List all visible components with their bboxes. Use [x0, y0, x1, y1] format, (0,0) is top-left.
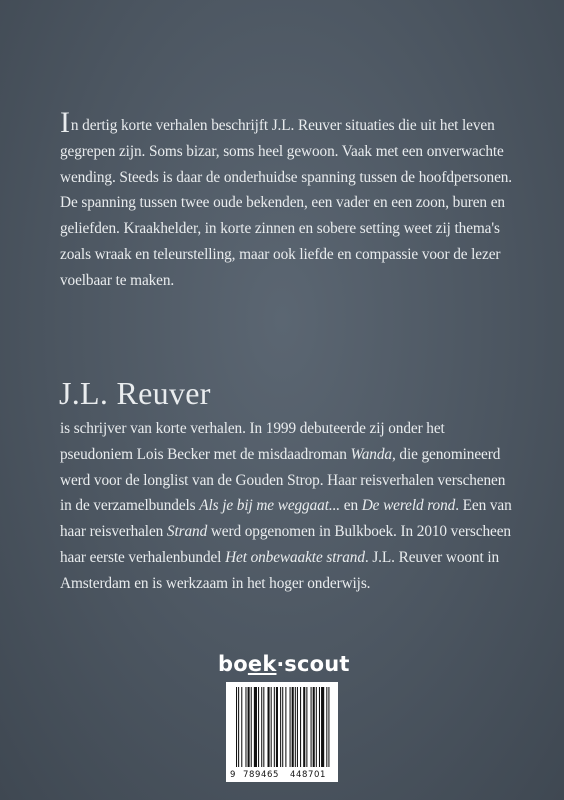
- barcode-bar: [254, 687, 257, 767]
- isbn-barcode: [226, 682, 338, 782]
- barcode-bar: [300, 687, 301, 767]
- barcode-bar: [311, 687, 312, 767]
- logo-dot: ·: [276, 652, 285, 676]
- barcode-bar: [326, 687, 327, 767]
- blurb-text: n dertig korte verhalen beschrijft J.L. Reuver situaties die uit het leven gegrepen zijn. Soms bizar, soms heel gewoon. Vaak met een onverwachte wending. Steeds is daar de onderhuidse spanning tussen de hoofdpersonen. De spanning tussen twee oude bekenden, een vader en een zoon, buren en geliefden. Kraakhelder, in korte zinnen en sobere setting weet zij thema's zoals wraak en teleurstelling, maar ook liefde en compassie voor de lezer voelbaar te maken.: [60, 117, 513, 289]
- logo-text-ek: ek: [247, 652, 277, 676]
- author-bio: [60, 416, 520, 597]
- barcode-digit-first: 9: [230, 770, 237, 780]
- barcode-bar: [271, 687, 272, 767]
- bio-text-5: werd opgenomen in Bulkboek. In 2010 verscheen haar eerste verhalenbundel: [60, 523, 511, 566]
- barcode-bar: [261, 687, 262, 767]
- barcode-bar: [303, 687, 305, 767]
- logo-text-scout: scout: [284, 652, 350, 676]
- bio-title-het-onbewaakte-strand: Het onbewaakte strand: [225, 548, 365, 566]
- barcode-bar: [258, 687, 259, 767]
- barcode-bar: [282, 687, 283, 767]
- barcode-bar: [248, 687, 250, 767]
- barcode-bars: [226, 682, 338, 782]
- barcode-bar: [306, 687, 307, 767]
- bio-text-2: , die genomineerd werd voor de longlist van de Gouden Strop. Haar reisverhalen verschenen in de verzamelbundels: [60, 445, 506, 515]
- drop-cap: I: [60, 106, 70, 139]
- barcode-bar: [328, 687, 329, 767]
- barcode-bar: [274, 687, 275, 767]
- barcode-bar: [280, 687, 281, 767]
- barcode-bar: [290, 687, 291, 767]
- barcode-bar: [245, 687, 246, 767]
- barcode-bar: [241, 687, 242, 767]
- barcode-bar: [316, 687, 317, 767]
- barcode-group-right: 448701: [290, 770, 327, 780]
- bio-text-3: en: [340, 497, 362, 515]
- barcode-bar: [236, 687, 237, 767]
- bio-text-6: . J.L. Reuver woont in Amsterdam en is werkzaam in het hoger onderwijs.: [60, 548, 500, 592]
- bio-text-4: . Een van haar reisverhalen: [60, 497, 512, 541]
- barcode-group-left: 789465: [243, 770, 280, 780]
- bio-title-strand: Strand: [166, 523, 208, 541]
- barcode-bar: [276, 687, 278, 767]
- barcode-bar: [321, 687, 324, 767]
- barcode-bar: [295, 687, 296, 767]
- barcode-bar: [313, 687, 315, 767]
- bio-text-1: is schrijver van korte verhalen. In 1999 debuteerde zij onder het pseudoniem Lois Becker met de misdaadroman: [60, 420, 445, 463]
- barcode-bar: [251, 687, 252, 767]
- publisher-logo: [218, 652, 348, 676]
- author-name: J.L. Reuver: [59, 375, 211, 411]
- barcode-bar: [263, 687, 264, 767]
- barcode-bar: [238, 687, 239, 767]
- barcode-bar: [285, 687, 286, 767]
- back-cover-blurb: [60, 106, 520, 294]
- logo-text-bo: bo: [218, 652, 248, 676]
- barcode-bar: [319, 687, 320, 767]
- bio-title-wanda: Wanda: [350, 445, 392, 463]
- barcode-bar: [297, 687, 298, 767]
- barcode-bar: [268, 687, 270, 767]
- barcode-bar: [292, 687, 294, 767]
- bio-title-als-je-bij-me-weggaat: Als je bij me weggaat...: [199, 497, 341, 515]
- bio-title-de-wereld-rond: De wereld rond: [361, 497, 456, 515]
